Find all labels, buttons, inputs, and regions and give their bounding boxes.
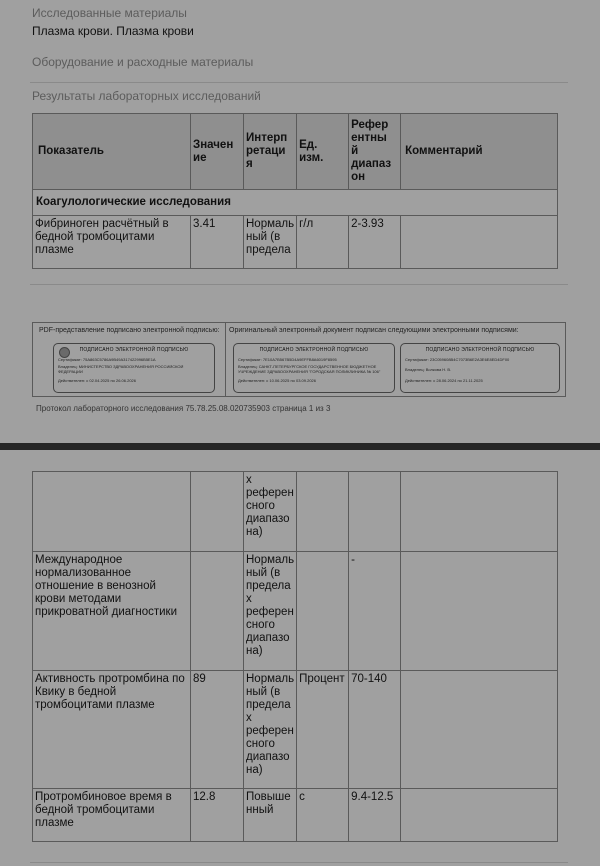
table-header-row <box>33 114 558 190</box>
stamp-validity: Действителен: с 28.06.2024 по 21.11.2025 <box>405 379 483 383</box>
cell-unit <box>297 472 349 552</box>
section-divider <box>30 284 568 285</box>
materials-section-title: Исследованные материалы <box>32 6 187 20</box>
cell-unit <box>297 552 349 671</box>
stamp-validity: Действителен: с 02.04.2025 по 26.06.2026 <box>58 379 136 383</box>
cell-interpretation: х референ сного диапазо на) <box>244 472 297 552</box>
cell-reference-range: 9.4-12.5 <box>349 789 401 842</box>
cell-unit: с <box>297 789 349 842</box>
equipment-section-title: Оборудование и расходные материалы <box>32 55 254 69</box>
cell-value: 3.41 <box>191 216 244 269</box>
cell-value: 89 <box>191 671 244 789</box>
cell-value <box>191 472 244 552</box>
header-interpretation: Интерп ретаци я <box>244 114 297 190</box>
cell-indicator: Международное нормализованное отношение в венозной крови методами прикроватной диагностики <box>33 552 191 671</box>
signature-block <box>32 322 566 397</box>
stamp-title: ПОДПИСАНО ЭЛЕКТРОННОЙ ПОДПИСЬЮ <box>79 347 189 353</box>
signature-stamp-3 <box>400 343 560 393</box>
table-group-row <box>33 190 558 216</box>
cell-comment <box>401 671 558 789</box>
header-value: Значен ие <box>191 114 244 190</box>
cell-unit: Процент <box>297 671 349 789</box>
cell-unit: г/л <box>297 216 349 269</box>
cell-comment <box>401 552 558 671</box>
signature-divider <box>225 323 226 396</box>
cell-interpretation: Повыше нный <box>244 789 297 842</box>
stamp-title: ПОДПИСАНО ЭЛЕКТРОННОЙ ПОДПИСЬЮ <box>259 347 369 353</box>
section-divider <box>30 862 568 863</box>
cell-reference-range: 2-3.93 <box>349 216 401 269</box>
page-separator <box>0 443 600 450</box>
protocol-footer: Протокол лабораторного исследования 75.78.25.08.020735903 страница 1 из 3 <box>36 404 331 413</box>
cell-value <box>191 552 244 671</box>
table-row <box>33 216 558 269</box>
cell-comment <box>401 472 558 552</box>
cell-comment <box>401 789 558 842</box>
table-row <box>33 552 558 671</box>
header-comment: Комментарий <box>401 114 558 190</box>
stamp-owner-line2: ФЕДЕРАЦИИ <box>58 370 83 374</box>
cell-interpretation: Нормаль ный (в предела <box>244 216 297 269</box>
cell-reference-range: - <box>349 552 401 671</box>
results-table-continued <box>32 471 558 842</box>
table-row <box>33 789 558 842</box>
document-page-2 <box>0 450 600 866</box>
cell-indicator <box>33 472 191 552</box>
stamp-title: ПОДПИСАНО ЭЛЕКТРОННОЙ ПОДПИСЬЮ <box>425 347 535 353</box>
cell-reference-range <box>349 472 401 552</box>
header-indicator: Показатель <box>33 114 191 190</box>
stamp-owner: Владелец: САНКТ-ПЕТЕРБУРГСКОЕ ГОСУДАРСТВЕННОЕ БЮДЖЕТНОЕ <box>238 365 377 369</box>
cell-indicator: Активность протромбина по Квику в бедной тромбоцитами плазме <box>33 671 191 789</box>
cell-indicator: Протромбиновое время в бедной тромбоцитами плазме <box>33 789 191 842</box>
pdf-signature-label: PDF-представление подписано электронной подписью: <box>39 327 220 334</box>
stamp-certificate: Сертификат: 23C059608B4C7073B6E2A3E6E8ED4DF00 <box>405 358 510 362</box>
cell-comment <box>401 216 558 269</box>
signature-stamp-1 <box>53 343 215 393</box>
stamp-owner: Владелец: МИНИСТЕРСТВО ЗДРАВООХРАНЕНИЯ РОССИЙСКОЙ <box>58 365 184 369</box>
stamp-certificate: Сертификат: 7E10A7B567B5D4A9EFFB8A6019F8595 <box>238 358 337 362</box>
cell-value: 12.8 <box>191 789 244 842</box>
table-row <box>33 472 558 552</box>
cell-indicator: Фибриноген расчётный в бедной тромбоцитами плазме <box>33 216 191 269</box>
section-divider <box>30 82 568 83</box>
stamp-owner: Владелец: Волкова Н. В. <box>405 368 452 372</box>
header-unit: Ед. изм. <box>297 114 349 190</box>
signature-stamp-2 <box>233 343 395 393</box>
group-title: Коагулологические исследования <box>33 190 558 216</box>
materials-value: Плазма крови. Плазма крови <box>32 24 194 38</box>
results-table <box>32 113 558 269</box>
header-reference-range: Рефер ентны й диапаз он <box>349 114 401 190</box>
cell-reference-range: 70-140 <box>349 671 401 789</box>
cell-interpretation: Нормаль ный (в предела х референ сного диапазо на) <box>244 552 297 671</box>
stamp-validity: Действителен: с 10.06.2025 по 03.09.2026 <box>238 379 316 383</box>
original-signature-label: Оригинальный электронный документ подписан следующими электронными подписями: <box>229 327 519 334</box>
results-section-title: Результаты лабораторных исследований <box>32 89 261 103</box>
cell-interpretation: Нормаль ный (в предела х референ сного диапазо на) <box>244 671 297 789</box>
stamp-certificate: Сертификат: 75A863C5786A9B49A317422996B5E1A <box>58 358 156 362</box>
table-row <box>33 671 558 789</box>
stamp-owner-line2: УЧРЕЖДЕНИЕ ЗДРАВООХРАНЕНИЯ "ГОРОДСКАЯ ПОЛИКЛИНИКА № 106" <box>238 370 381 374</box>
